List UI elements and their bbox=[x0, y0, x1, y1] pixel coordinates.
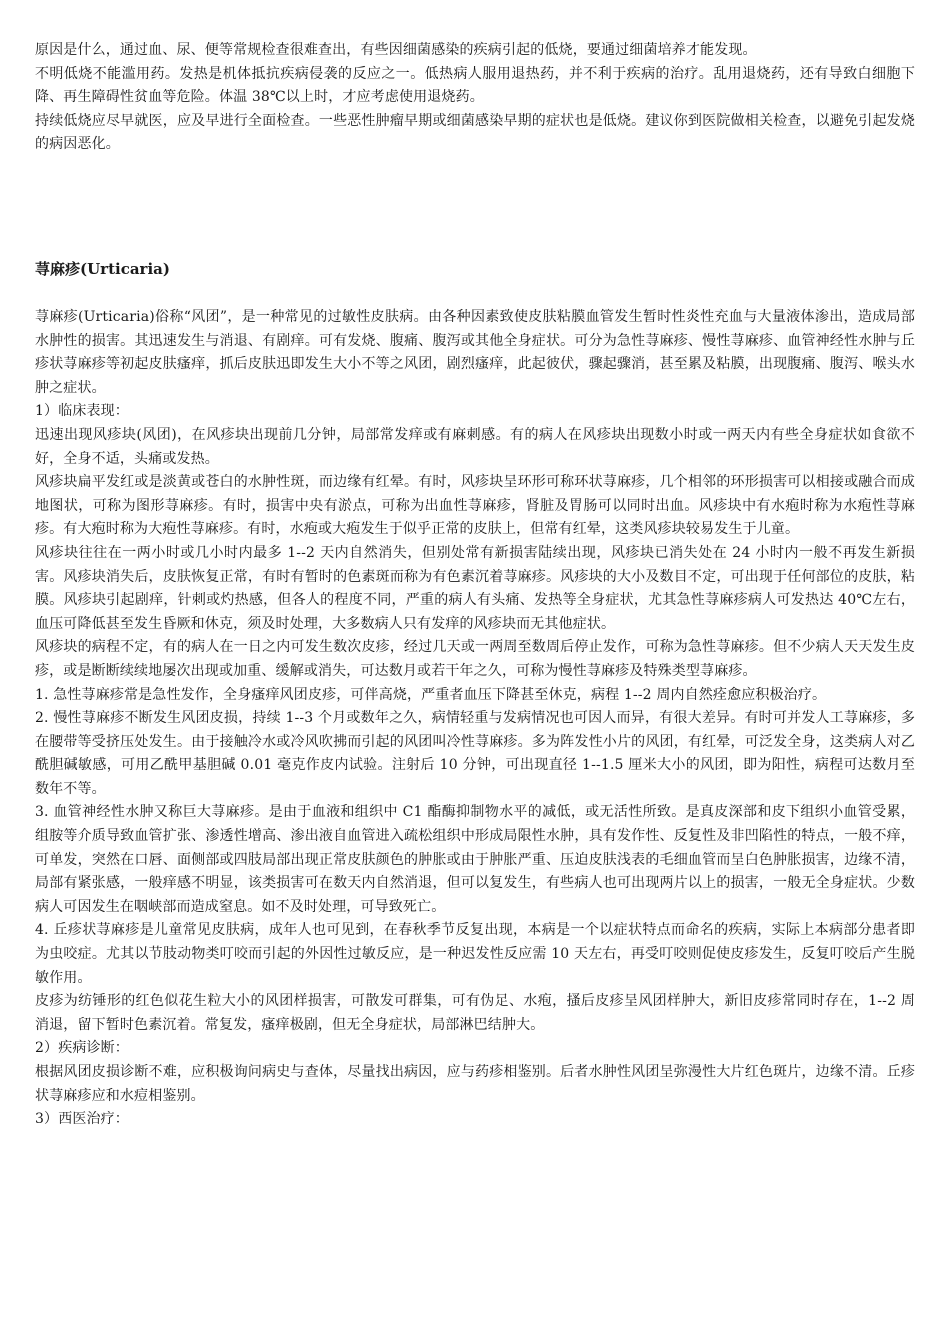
numbered-item: 3. 血管神经性水肿又称巨大荨麻疹。是由于血液和组织中 C1 酯酶抑制物水平的减低，或无活性所致。是真皮深部和皮下组织小血管受累，组胺等介质导致血管扩张、渗透性增高、渗出液自血管进入疏松组织中形成局限性水肿，具有发作性、反复性及非凹陷性的特点，一般不痒，可单发，突然在口唇、面侧部或四肢局部出现正常皮肤颜色的肿胀或由于肿胀严重、压迫皮肤浅表的毛细血管而呈白色肿胀损害，边缘不清，局部有紧张感，一般痒感不明显，该类损害可在数天内自然消退，但可以复发生，有些病人也可出现两片以上的损害，一般无全身症状。少数病人可因发生在咽峡部而造成窒息。如不及时处理，可导致死亡。 bbox=[35, 804, 915, 915]
body-paragraph: 根据风团皮损诊断不难，应积极询问病史与查体，尽量找出病因，应与药疹相鉴别。后者水肿性风团呈弥漫性大片红色斑片，边缘不清。丘疹状荨麻疹应和水痘相鉴别。 bbox=[35, 1064, 915, 1104]
body-paragraph: 风疹块扁平发红或是淡黄或苍白的水肿性斑，而边缘有红晕。有时，风疹块呈环形可称环状荨麻疹，几个相邻的环形损害可以相接或融合而成地图状，可称为图形荨麻疹。有时，损害中央有淤点，可称为出血性荨麻疹，肾脏及胃肠可以同时出血。风疹块中有水疱时称为水疱性荨麻疹。有大疱时称为大疱性荨麻疹。有时，水疱或大疱发生于似乎正常的皮肤上，但常有红晕，这类风疹块较易发生于儿童。 bbox=[35, 474, 915, 538]
subsection-title: 2）疾病诊断： bbox=[35, 1040, 129, 1057]
numbered-item: 1. 急性荨麻疹常是急性发作，全身瘙痒风团皮疹，可伴高烧，严重者血压下降甚至休克，病程 1--2 周内自然痊愈应积极治疗。 bbox=[35, 686, 827, 703]
urticaria-section-body bbox=[35, 306, 915, 1132]
body-paragraph: 皮疹为纺锤形的红色似花生粒大小的风团样损害，可散发可群集，可有伪足、水疱，搔后皮疹呈风团样肿大，新旧皮疹常同时存在，1--2 周消退，留下暂时色素沉着。常复发，瘙痒极剧，但无全身症状，局部淋巴结肿大。 bbox=[35, 993, 915, 1033]
numbered-item: 2. 慢性荨麻疹不断发生风团皮损，持续 1--3 个月或数年之久，病情轻重与发病情况也可因人而异，有很大差异。有时可并发人工荨麻疹，多在腰带等受挤压处发生。由于接触冷水或冷风吹拂而引起的风团叫冷性荨麻疹。多为阵发性小片的风团，有红晕，可泛发全身，这类病人对乙酰胆碱敏感，可用乙酰甲基胆碱 0.01 毫克作皮内试验。注射后 10 分钟，可出现直径 1--1.5 厘米大小的风团，即为阳性，病程可达数月至数年不等。 bbox=[35, 710, 915, 797]
intro-paragraph: 持续低烧应尽早就医，应及早进行全面检查。一些恶性肿瘤早期或细菌感染早期的症状也是低烧。建议你到医院做相关检查，以避免引起发烧的病因恶化。 bbox=[35, 112, 915, 153]
body-paragraph: 荨麻疹(Urticaria)俗称“风团”，是一种常见的过敏性皮肤病。由各种因素致使皮肤粘膜血管发生暂时性炎性充血与大量液体渗出，造成局部水肿性的损害。其迅速发生与消退、有剧痒。可有发烧、腹痛、腹泻或其他全身症状。可分为急性荨麻疹、慢性荨麻疹、血管神经性水肿与丘疹状荨麻疹等初起皮肤瘙痒，抓后皮肤迅即发生大小不等之风团，剧烈瘙痒，此起彼伏，骤起骤消，甚至累及粘膜，出现腹痛、腹泻、喉头水肿之症状。 bbox=[35, 309, 915, 396]
subsection-title: 1）临床表现： bbox=[35, 403, 129, 420]
body-paragraph: 风疹块的病程不定，有的病人在一日之内可发生数次皮疹，经过几天或一两周至数周后停止发作，可称为急性荨麻疹。但不少病人天天发生皮疹，或是断断续续地屡次出现或加重、缓解或消失，可达数月或若干年之久，可称为慢性荨麻疹及特殊类型荨麻疹。 bbox=[35, 639, 915, 679]
intro-paragraph: 不明低烧不能滥用药。发热是机体抵抗疾病侵袭的反应之一。低热病人服用退热药，并不利于疾病的治疗。乱用退烧药，还有导致白细胞下降、再生障碍性贫血等危险。体温 38℃以上时，才应考虑使用退烧药。 bbox=[35, 65, 915, 106]
numbered-item: 4. 丘疹状荨麻疹是儿童常见皮肤病，成年人也可见到，在春秋季节反复出现，本病是一个以症状特点而命名的疾病，实际上本病部分患者即为虫咬症。尤其以节肢动物类叮咬而引起的外因性过敏反应，是一种迟发性反应需 10 天左右，再受叮咬则促使皮疹发生，反复叮咬后产生脱敏作用。 bbox=[35, 922, 915, 986]
body-paragraph: 迅速出现风疹块(风团)，在风疹块出现前几分钟，局部常发痒或有麻刺感。有的病人在风疹块出现数小时或一两天内有些全身症状如食欲不好，全身不适，头痛或发热。 bbox=[35, 426, 915, 467]
intro-paragraph: 原因是什么，通过血、尿、便等常规检查很难查出，有些因细菌感染的疾病引起的低烧，要通过细菌培养才能发现。 bbox=[35, 42, 757, 58]
intro-section bbox=[35, 39, 915, 157]
subsection-title: 3）西医治疗： bbox=[35, 1111, 129, 1128]
body-paragraph: 风疹块往往在一两小时或几小时内最多 1--2 天内自然消失，但别处常有新损害陆续出现，风疹块已消失处在 24 小时内一般不再发生新损害。风疹块消失后，皮肤恢复正常，有时有暂时的色素斑而称为有色素沉着荨麻疹。风疹块的大小及数目不定，可出现于任何部位的皮肤，粘膜。风疹块引起剧痒，针刺或灼热感，但各人的程度不同，严重的病人有头痛、发热等全身症状，尤其急性荨麻疹病人可发热达 40℃左右，血压可降低甚至发生昏厥和休克，须及时处理，大多数病人只有发痒的风疹块而无其他症状。 bbox=[35, 544, 915, 632]
section-heading: 荨麻疹(Urticaria) bbox=[35, 260, 170, 278]
